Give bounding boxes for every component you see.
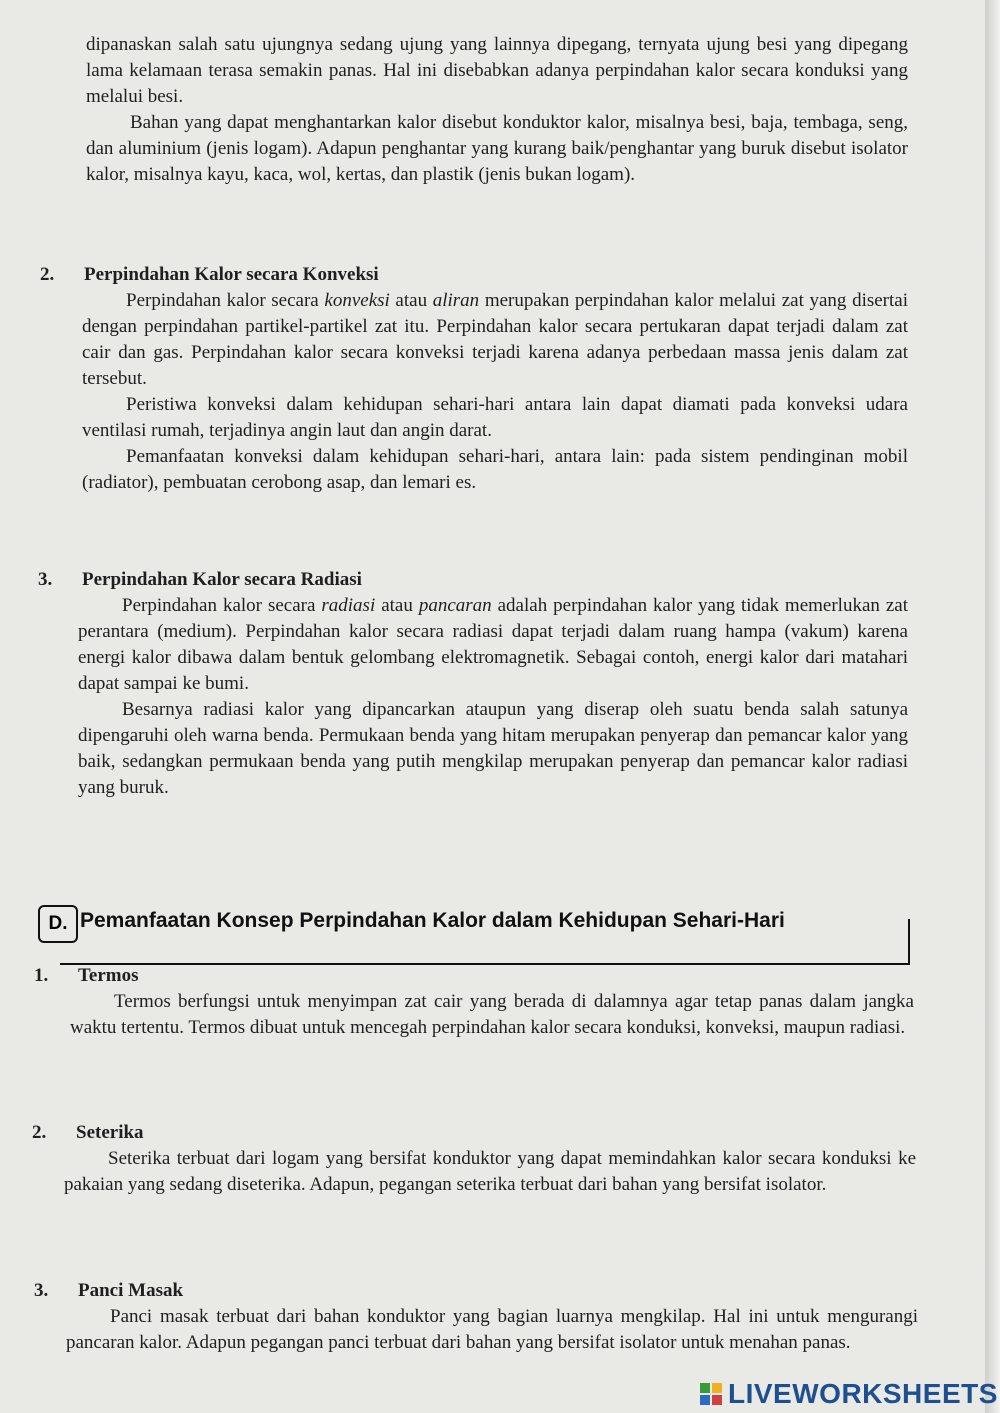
konveksi-title: Perpindahan Kalor secara Konveksi [84, 264, 379, 285]
seterika-paragraph: Seterika terbuat dari logam yang bersifat konduktor yang dapat memindahkan kalor secara konduksi ke pakaian yang sedang diseterika. Adapun, pegangan seterika terbuat dari bahan yang bersifat isolator. [64, 1148, 916, 1195]
radiasi-p1-text-c: adalah perpindahan kalor yang tidak memerlukan zat perantara (medium). Perpindahan kalor secara radiasi dapat terjadi dalam ruang hampa (vakum) karena energi kalor dibawa dalam bentuk gelombang elektromagnetik. Sebagai contoh, energi kalor dari matahari dapat sampai ke bumi. [78, 595, 908, 694]
section-d-title: Pemanfaatan Konsep Perpindahan Kalor dalam Kehidupan Sehari-Hari [80, 909, 785, 932]
seterika-number: 2. [32, 1122, 47, 1143]
seterika-heading [32, 1120, 916, 1146]
radiasi-section [38, 567, 908, 801]
page-edge [985, 0, 1000, 1413]
liveworksheets-logo [700, 1378, 998, 1410]
konveksi-paragraph-3: Pemanfaatan konveksi dalam kehidupan sehari-hari, antara lain: pada sistem pendinginan mobil (radiator), pembuatan cerobong asap, dan lemari es. [82, 446, 908, 493]
seterika-title: Seterika [76, 1122, 144, 1143]
konveksi-p1-text-a: Perpindahan kalor secara [126, 290, 325, 311]
konveksi-paragraph-1 [82, 288, 908, 392]
radiasi-body [38, 593, 908, 801]
item-panci [34, 1278, 918, 1356]
intro-paragraph-1: dipanaskan salah satu ujungnya sedang ujung yang lainnya dipegang, ternyata ujung besi yang dipegang lama kelamaan terasa semakin panas. Hal ini disebabkan adanya perpindahan kalor secara konduksi yang melalui besi. [86, 34, 908, 107]
panci-body [34, 1304, 918, 1356]
termos-heading [34, 963, 914, 989]
konveksi-term: konveksi [324, 290, 390, 311]
termos-title: Termos [78, 965, 139, 986]
seterika-body [32, 1146, 916, 1198]
panci-paragraph: Panci masak terbuat dari bahan konduktor yang bagian luarnya mengkilap. Hal ini untuk mengurangi pancaran kalor. Adapun pegangan panci terbuat dari bahan yang bersifat isolator untuk menahan panas. [66, 1306, 918, 1353]
item-seterika [32, 1120, 916, 1198]
radiasi-p1-text-a: Perpindahan kalor secara [122, 595, 322, 616]
liveworksheets-icon [700, 1383, 722, 1405]
konveksi-paragraph-2: Peristiwa konveksi dalam kehidupan sehari-hari antara lain dapat diamati pada konveksi udara ventilasi rumah, terjadinya angin laut dan angin darat. [82, 394, 908, 441]
radiasi-p1-text-b: atau [375, 595, 419, 616]
panci-title: Panci Masak [78, 1280, 184, 1301]
section-d-header [38, 905, 910, 967]
aliran-term: aliran [432, 290, 480, 311]
panci-heading [34, 1278, 918, 1304]
item-termos [34, 963, 914, 1041]
konveksi-p1-text-c: merupakan perpindahan kalor melalui zat yang disertai dengan perpindahan partikel-partikel zat itu. Perpindahan kalor secara pertukaran dapat terjadi dalam zat cair dan gas. Perpindahan kalor secara konveksi terjadi karena adanya perbedaan massa jenis dalam zat tersebut. [82, 290, 908, 389]
radiasi-paragraph-2: Besarnya radiasi kalor yang dipancarkan ataupun yang diserap oleh suatu benda salah satunya dipengaruhi oleh warna benda. Permukaan benda yang hitam merupakan penyerap dan pemancar kalor yang baik, sedangkan permukaan benda yang putih mengkilap merupakan penyerap dan pemancar kalor radiasi yang buruk. [78, 699, 908, 798]
panci-number: 3. [34, 1280, 49, 1301]
intro-paragraph-2: Bahan yang dapat menghantarkan kalor disebut konduktor kalor, misalnya besi, baja, tembaga, seng, dan aluminium (jenis logam). Adapun penghantar yang kurang baik/penghantar yang buruk disebut isolator kalor, misalnya kayu, kaca, wol, kertas, dan plastik (jenis bukan logam). [86, 112, 908, 185]
konveksi-p1-text-b: atau [389, 290, 433, 311]
termos-number: 1. [34, 965, 49, 986]
termos-body [34, 989, 914, 1041]
konveksi-number: 2. [40, 264, 55, 285]
konveksi-heading [40, 262, 908, 288]
radiasi-number: 3. [38, 569, 53, 590]
konveksi-section [40, 262, 908, 496]
section-d-label: D. [38, 905, 78, 943]
liveworksheets-text: LIVEWORKSHEETS [728, 1378, 998, 1409]
radiasi-paragraph-1 [78, 593, 908, 697]
termos-paragraph: Termos berfungsi untuk menyimpan zat cair yang berada di dalamnya agar tetap panas dalam jangka waktu tertentu. Termos dibuat untuk mencegah perpindahan kalor secara konduksi, konveksi, maupun radiasi. [70, 991, 914, 1038]
intro-block [86, 32, 908, 188]
radiasi-title: Perpindahan Kalor secara Radiasi [82, 569, 362, 590]
pancaran-term: pancaran [418, 595, 492, 616]
radiasi-heading [38, 567, 908, 593]
konveksi-body [40, 288, 908, 496]
radiasi-term: radiasi [321, 595, 376, 616]
